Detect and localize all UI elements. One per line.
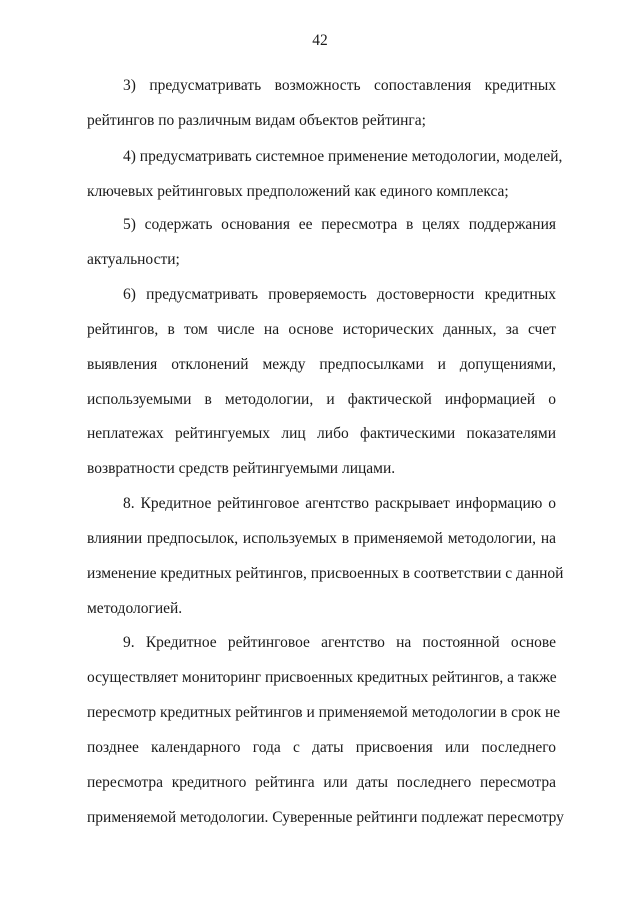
text-line: 6) предусматривать проверяемость достоверности кредитных bbox=[123, 286, 556, 303]
text-line: пересмотра кредитного рейтинга или даты последнего пересмотра bbox=[87, 774, 556, 791]
text-line: позднее календарного года с даты присвоения или последнего bbox=[87, 739, 556, 756]
text-line: изменение кредитных рейтингов, присвоенных в соответствии с данной bbox=[87, 565, 564, 582]
text-line: используемыми в методологии, и фактической информацией о bbox=[87, 391, 556, 408]
text-line: рейтингов по различным видам объектов рейтинга; bbox=[87, 112, 426, 129]
text-line: 9. Кредитное рейтинговое агентство на постоянной основе bbox=[123, 634, 556, 651]
text-line: ключевых рейтинговых предположений как единого комплекса; bbox=[87, 183, 509, 200]
text-line: методологией. bbox=[87, 600, 183, 617]
text-line: 5) содержать основания ее пересмотра в целях поддержания bbox=[123, 216, 556, 233]
text-line: применяемой методологии. Суверенные рейтинги подлежат пересмотру bbox=[87, 809, 564, 826]
text-line: 4) предусматривать системное применение методологии, моделей, bbox=[123, 148, 563, 165]
page-number: 42 bbox=[312, 32, 328, 49]
text-line: осуществляет мониторинг присвоенных кредитных рейтингов, а также bbox=[87, 669, 557, 686]
text-line: неплатежах рейтингуемых лиц либо фактическими показателями bbox=[87, 425, 556, 442]
text-line: пересмотр кредитных рейтингов и применяемой методологии в срок не bbox=[87, 704, 561, 721]
text-line: влиянии предпосылок, используемых в применяемой методологии, на bbox=[87, 530, 556, 547]
text-line: актуальности; bbox=[87, 251, 180, 268]
text-line: 8. Кредитное рейтинговое агентство раскрывает информацию о bbox=[123, 495, 556, 512]
text-line: выявления отклонений между предпосылками и допущениями, bbox=[87, 356, 556, 373]
text-line: рейтингов, в том числе на основе исторических данных, за счет bbox=[87, 321, 556, 338]
text-line: возвратности средств рейтингуемыми лицами. bbox=[87, 460, 396, 477]
text-line: 3) предусматривать возможность сопоставления кредитных bbox=[123, 77, 556, 94]
